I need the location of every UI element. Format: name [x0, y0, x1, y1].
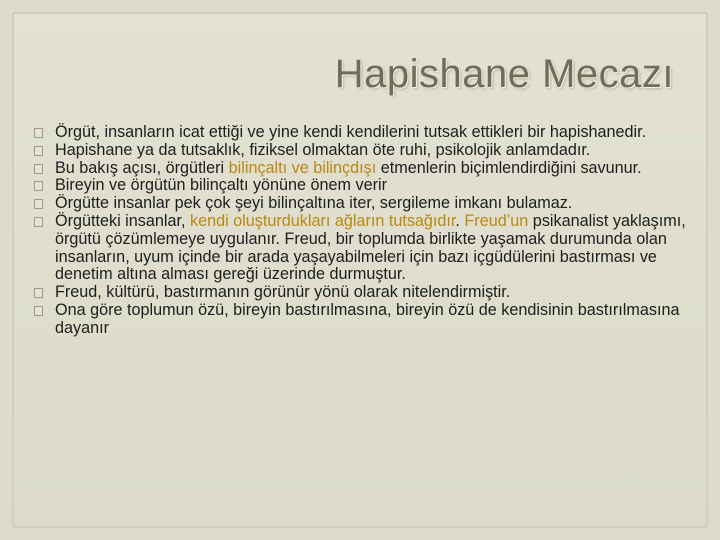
bullet-item: [34, 284, 704, 302]
square-bullet-icon: [34, 181, 43, 191]
bullet-text-after: etmenlerin biçimlendirdiğini savunur.: [376, 158, 642, 177]
bullet-item: [34, 302, 704, 338]
bullet-text: Hapishane ya da tutsaklık, fiziksel olmaktan öte ruhi, psikolojik anlamdadır.: [55, 140, 591, 159]
square-bullet-icon: [34, 306, 43, 316]
highlighted-phrase: kendi oluşturdukları ağların tutsağıdır: [189, 211, 456, 230]
bullet-text-after: psikanalist yaklaşımı, örgütü çözümlemeye uygulanır. Freud, bir toplumda birlikte yaşamak durumunda olan insanların, uyum içinde bir arada yaşayabilmeleri için bazı içgüdülerini bastırması ve denetim altına alması gereği üzerinde durmuştur.: [55, 211, 686, 284]
square-bullet-icon: [34, 199, 43, 209]
square-bullet-icon: [34, 164, 43, 174]
bullet-text-before: Örgütteki insanlar,: [55, 211, 190, 230]
bullet-text-middle: .: [455, 211, 465, 230]
bullet-item: [34, 213, 704, 284]
highlighted-phrase: bilinçaltı ve bilinçdışı: [228, 158, 377, 177]
square-bullet-icon: [34, 288, 43, 298]
bullet-text: Örgüt, insanların icat ettiği ve yine kendi kendilerini tutsak ettikleri bir hapishanedir.: [55, 123, 647, 141]
slide-title: Hapishane Mecazı: [334, 52, 674, 96]
bullet-item: [34, 142, 704, 160]
bullet-text: Bireyin ve örgütün bilinçaltı yönüne önem verir: [55, 176, 388, 195]
bullet-text: Ona göre toplumun özü, bireyin bastırılmasına, bireyin özü de kendisinin bastırılmasına dayanır: [55, 300, 680, 337]
square-bullet-icon: [34, 217, 43, 227]
highlighted-phrase-freud: Freud’un: [464, 211, 529, 230]
bullet-item: [34, 195, 704, 213]
bullet-text: Örgütte insanlar pek çok şeyi bilinçaltına iter, sergileme imkanı bulamaz.: [55, 194, 573, 213]
bullet-text: Freud, kültürü, bastırmanın görünür yönü olarak nitelendirmiştir.: [55, 283, 511, 302]
square-bullet-icon: [34, 146, 43, 156]
bullet-list: [34, 124, 704, 338]
bullet-item: [34, 177, 704, 195]
square-bullet-icon: [34, 128, 43, 138]
bullet-text-before: Bu bakış açısı, örgütleri: [55, 158, 229, 177]
bullet-item: [34, 124, 704, 142]
bullet-item: [34, 160, 704, 178]
